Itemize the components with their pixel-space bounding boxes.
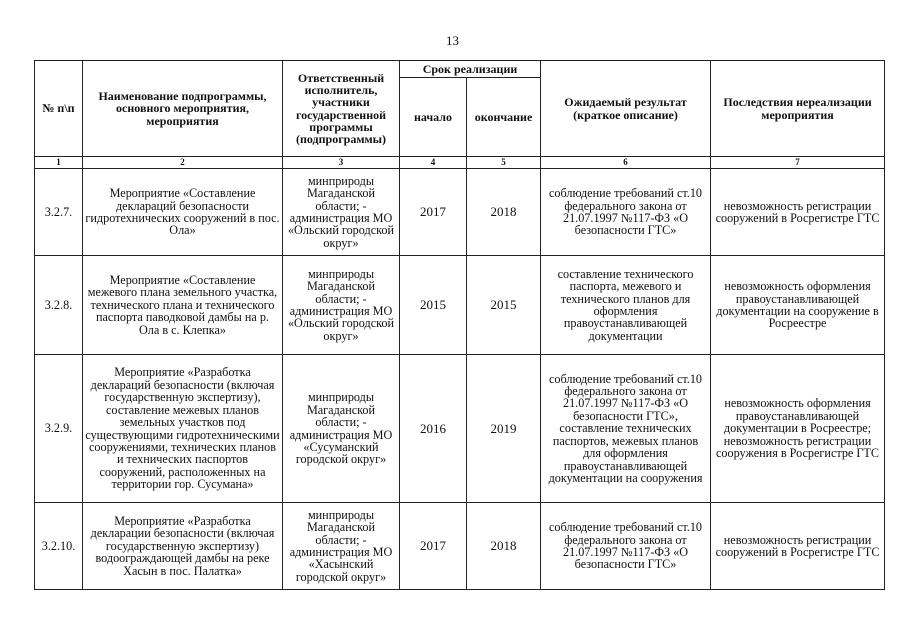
column-numbers-row [35, 157, 885, 169]
row-number: 3.2.10. [35, 503, 83, 590]
header-row-1 [35, 61, 885, 78]
row-number: 3.2.7. [35, 169, 83, 256]
end-year: 2015 [467, 256, 541, 355]
responsible-executor: минприроды Магаданской области; - администрация МО «Сусуманский городской округ» [283, 355, 400, 503]
activity-name: Мероприятие «Разработка деклараций безопасности (включая государственную экспертизу), составление межевых планов земельных участков под существующими гидротехническими сооружениями, технических планов и технических паспортов сооружений, расположенных на территории гор. Сусумана» [83, 355, 283, 503]
start-year: 2017 [400, 503, 467, 590]
header-period: Срок реализации [400, 61, 541, 78]
page-number: 13 [446, 33, 459, 48]
consequences: невозможность оформления правоустанавливающей документации в Росреестре; невозможность регистрации сооружения в Росрегистре ГТС [711, 355, 885, 503]
header-name: Наименование подпрограммы, основного мероприятия, мероприятия [83, 61, 283, 157]
start-year: 2017 [400, 169, 467, 256]
header-responsible: Ответственный исполнитель, участники государственной программы (подпрограммы) [283, 61, 400, 157]
header-end: окончание [467, 78, 541, 157]
responsible-executor: минприроды Магаданской области; - администрация МО «Ольский городской округ» [283, 256, 400, 355]
program-activities-table [34, 60, 885, 590]
header-consequences: Последствия нереализации мероприятия [711, 61, 885, 157]
activity-name: Мероприятие «Разработка декларации безопасности (включая государственную экспертизу) водоограждающей дамбы на реке Хасын в пос. Палатка» [83, 503, 283, 590]
responsible-executor: минприроды Магаданской области; - администрация МО «Ольский городской округ» [283, 169, 400, 256]
table-row [35, 169, 885, 256]
table-row [35, 503, 885, 590]
row-number: 3.2.9. [35, 355, 83, 503]
end-year: 2018 [467, 169, 541, 256]
activity-name: Мероприятие «Составление межевого плана земельного участка, технического плана и технического паспорта паводковой дамбы на р. Ола в с. Клепка» [83, 256, 283, 355]
expected-result: соблюдение требований ст.10 федерального закона от 21.07.1997 №117-ФЗ «О безопасности ГТС», составление технических паспортов, межевых планов для оформления правоустанавливающей документации на сооружения [541, 355, 711, 503]
column-number: 3 [283, 157, 400, 169]
expected-result: составление технического паспорта, межевого и технического планов для оформления правоустанавливающей документации [541, 256, 711, 355]
activity-name: Мероприятие «Составление деклараций безопасности гидротехнических сооружений в пос. Ола» [83, 169, 283, 256]
end-year: 2019 [467, 355, 541, 503]
table-row [35, 355, 885, 503]
header-number: № п\п [35, 61, 83, 157]
start-year: 2016 [400, 355, 467, 503]
column-number: 6 [541, 157, 711, 169]
row-number: 3.2.8. [35, 256, 83, 355]
column-number: 7 [711, 157, 885, 169]
expected-result: соблюдение требований ст.10 федерального закона от 21.07.1997 №117-ФЗ «О безопасности ГТС» [541, 503, 711, 590]
responsible-executor: минприроды Магаданской области; - администрация МО «Хасынский городской округ» [283, 503, 400, 590]
consequences: невозможность оформления правоустанавливающей документации на сооружение в Росреестре [711, 256, 885, 355]
consequences: невозможность регистрации сооружений в Росрегистре ГТС [711, 503, 885, 590]
header-result: Ожидаемый результат (краткое описание) [541, 61, 711, 157]
column-number: 4 [400, 157, 467, 169]
column-number: 5 [467, 157, 541, 169]
expected-result: соблюдение требований ст.10 федерального закона от 21.07.1997 №117-ФЗ «О безопасности ГТС» [541, 169, 711, 256]
table-row [35, 256, 885, 355]
header-start: начало [400, 78, 467, 157]
column-number: 1 [35, 157, 83, 169]
column-number: 2 [83, 157, 283, 169]
start-year: 2015 [400, 256, 467, 355]
consequences: невозможность регистрации сооружений в Росрегистре ГТС [711, 169, 885, 256]
end-year: 2018 [467, 503, 541, 590]
